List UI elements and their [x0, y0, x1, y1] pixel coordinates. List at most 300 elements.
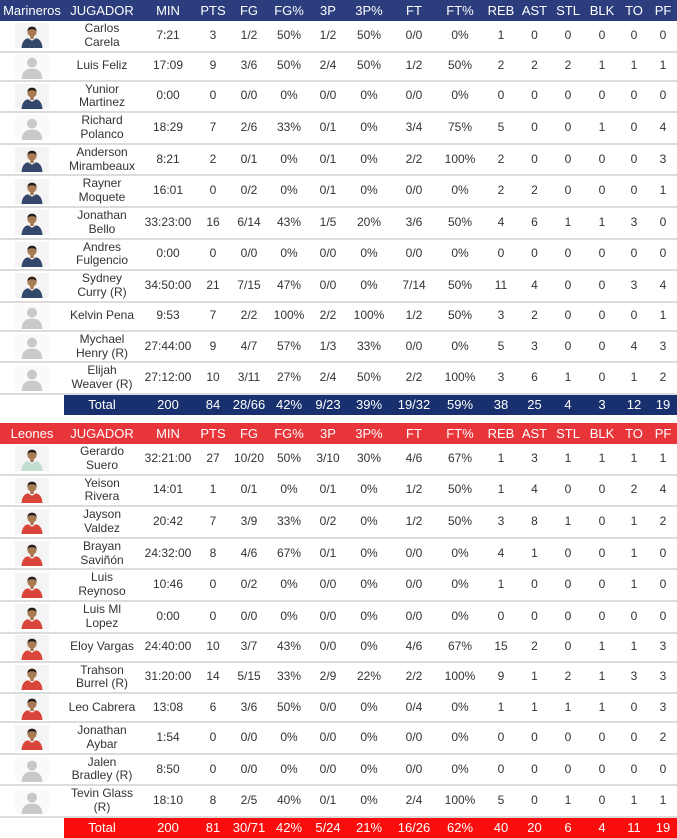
stat-stl: 0 [551, 538, 585, 570]
stat-stl: 2 [551, 52, 585, 81]
stat-ft-pct: 0% [436, 693, 484, 722]
stat-stl: 0 [551, 112, 585, 144]
player-name: Rayner Moquete [64, 175, 140, 207]
total-ft-pct: 59% [436, 394, 484, 415]
player-row [0, 239, 677, 271]
stat-ast: 2 [518, 52, 551, 81]
stat-pts: 0 [196, 754, 230, 786]
stat-reb: 4 [484, 207, 518, 239]
marineros-header-row [0, 0, 677, 21]
column-header-jugador: JUGADOR [64, 423, 140, 444]
stat-reb: 15 [484, 633, 518, 662]
column-header-min: MIN [140, 0, 196, 21]
stat-fg-pct: 0% [268, 722, 310, 754]
stat-fg-pct: 0% [268, 601, 310, 633]
stat-3p: 0/1 [310, 475, 346, 507]
player-name: Eloy Vargas [64, 633, 140, 662]
stat-fg: 3/7 [230, 633, 268, 662]
player-photo-icon [15, 665, 49, 690]
stat-pf: 3 [649, 633, 677, 662]
total-ast: 25 [518, 394, 551, 415]
stat-fg: 5/15 [230, 662, 268, 694]
player-avatar-cell [0, 112, 64, 144]
stat-reb: 3 [484, 362, 518, 394]
stat-min: 0:00 [140, 239, 196, 271]
stat-pf: 0 [649, 21, 677, 52]
stat-min: 32:21:00 [140, 444, 196, 475]
column-header-3p-pct: 3P% [346, 0, 392, 21]
marineros-total-row [0, 394, 677, 415]
player-avatar-cell [0, 538, 64, 570]
player-avatar-cell [0, 662, 64, 694]
stat-3p-pct: 50% [346, 362, 392, 394]
stat-reb: 2 [484, 144, 518, 176]
column-header-pf: PF [649, 423, 677, 444]
stat-ft: 3/6 [392, 207, 436, 239]
column-header-fg-pct: FG% [268, 0, 310, 21]
total-row-blank-cell [0, 817, 64, 838]
stat-ft-pct: 0% [436, 81, 484, 113]
stat-min: 7:21 [140, 21, 196, 52]
player-photo-icon [15, 242, 49, 267]
player-row [0, 601, 677, 633]
stat-fg: 3/6 [230, 52, 268, 81]
stat-pts: 1 [196, 475, 230, 507]
stat-fg-pct: 50% [268, 444, 310, 475]
stat-ft-pct: 0% [436, 538, 484, 570]
stat-ast: 2 [518, 175, 551, 207]
stat-3p-pct: 0% [346, 81, 392, 113]
stat-to: 0 [619, 144, 649, 176]
player-row [0, 569, 677, 601]
stat-reb: 0 [484, 754, 518, 786]
stat-ft: 2/4 [392, 785, 436, 817]
stat-3p: 0/0 [310, 633, 346, 662]
stat-reb: 1 [484, 475, 518, 507]
player-row [0, 362, 677, 394]
player-name: Luis Feliz [64, 52, 140, 81]
stat-fg-pct: 57% [268, 331, 310, 363]
stat-fg-pct: 50% [268, 52, 310, 81]
total-3p: 9/23 [310, 394, 346, 415]
stat-ast: 2 [518, 633, 551, 662]
stat-blk: 0 [585, 175, 619, 207]
stat-ft: 0/0 [392, 331, 436, 363]
stat-ft-pct: 75% [436, 112, 484, 144]
stat-min: 0:00 [140, 601, 196, 633]
stat-pts: 7 [196, 506, 230, 538]
stat-ft-pct: 67% [436, 444, 484, 475]
stat-ft-pct: 100% [436, 144, 484, 176]
stat-reb: 5 [484, 785, 518, 817]
stat-stl: 0 [551, 722, 585, 754]
stat-fg-pct: 27% [268, 362, 310, 394]
stat-blk: 0 [585, 302, 619, 331]
stat-ft: 2/2 [392, 362, 436, 394]
stat-ast: 2 [518, 302, 551, 331]
stat-ft: 2/2 [392, 144, 436, 176]
stat-3p: 0/0 [310, 239, 346, 271]
stat-min: 1:54 [140, 722, 196, 754]
stat-min: 20:42 [140, 506, 196, 538]
stat-3p-pct: 0% [346, 693, 392, 722]
stat-ft: 3/4 [392, 112, 436, 144]
stat-3p: 0/1 [310, 538, 346, 570]
total-pf: 19 [649, 817, 677, 838]
stat-min: 14:01 [140, 475, 196, 507]
stat-min: 9:53 [140, 302, 196, 331]
player-row [0, 144, 677, 176]
stat-blk: 0 [585, 475, 619, 507]
stat-blk: 1 [585, 52, 619, 81]
stat-stl: 1 [551, 444, 585, 475]
player-row [0, 538, 677, 570]
stat-fg-pct: 33% [268, 112, 310, 144]
player-avatar-cell [0, 175, 64, 207]
stat-ft: 0/0 [392, 722, 436, 754]
player-name: Brayan Saviñón [64, 538, 140, 570]
total-ast: 20 [518, 817, 551, 838]
stat-blk: 1 [585, 207, 619, 239]
stat-fg: 0/0 [230, 601, 268, 633]
total-pts: 84 [196, 394, 230, 415]
stat-to: 1 [619, 785, 649, 817]
column-header-fg: FG [230, 0, 268, 21]
player-avatar-cell [0, 693, 64, 722]
stat-pts: 0 [196, 569, 230, 601]
stat-reb: 0 [484, 81, 518, 113]
stat-3p-pct: 0% [346, 633, 392, 662]
column-header-blk: BLK [585, 423, 619, 444]
stat-pts: 8 [196, 785, 230, 817]
player-row [0, 112, 677, 144]
team-name-leones: Leones [0, 423, 64, 444]
stat-pf: 0 [649, 538, 677, 570]
stat-fg: 2/2 [230, 302, 268, 331]
stat-stl: 0 [551, 270, 585, 302]
stat-blk: 1 [585, 112, 619, 144]
player-photo-icon [15, 147, 49, 172]
stat-ft-pct: 0% [436, 239, 484, 271]
total-min: 200 [140, 394, 196, 415]
stat-min: 10:46 [140, 569, 196, 601]
stat-3p-pct: 30% [346, 444, 392, 475]
stat-ft: 1/2 [392, 475, 436, 507]
player-placeholder-icon [15, 366, 49, 391]
stat-fg: 0/1 [230, 475, 268, 507]
stat-ast: 0 [518, 21, 551, 52]
player-row [0, 693, 677, 722]
stat-3p: 2/9 [310, 662, 346, 694]
player-row [0, 475, 677, 507]
player-row [0, 444, 677, 475]
stat-3p: 0/0 [310, 601, 346, 633]
stat-stl: 0 [551, 21, 585, 52]
stat-pf: 1 [649, 52, 677, 81]
stat-fg: 0/1 [230, 144, 268, 176]
stat-ft-pct: 50% [436, 207, 484, 239]
stat-ft: 2/2 [392, 662, 436, 694]
stat-pts: 16 [196, 207, 230, 239]
stat-to: 0 [619, 722, 649, 754]
player-name: Kelvin Pena [64, 302, 140, 331]
stat-ast: 4 [518, 270, 551, 302]
player-name: Elijah Weaver (R) [64, 362, 140, 394]
stat-stl: 0 [551, 302, 585, 331]
player-row [0, 331, 677, 363]
stat-ft: 4/6 [392, 633, 436, 662]
stat-3p: 0/0 [310, 270, 346, 302]
stat-3p: 0/0 [310, 754, 346, 786]
stat-pf: 0 [649, 207, 677, 239]
stat-pf: 1 [649, 444, 677, 475]
column-header-3p: 3P [310, 423, 346, 444]
stat-fg: 0/0 [230, 722, 268, 754]
player-name: Sydney Curry (R) [64, 270, 140, 302]
stat-fg-pct: 33% [268, 506, 310, 538]
stat-blk: 0 [585, 569, 619, 601]
stat-3p-pct: 0% [346, 506, 392, 538]
stat-ft-pct: 50% [436, 52, 484, 81]
player-avatar-cell [0, 270, 64, 302]
stat-pts: 0 [196, 239, 230, 271]
player-photo-icon [15, 23, 49, 48]
stat-pts: 2 [196, 144, 230, 176]
column-header-ft-pct: FT% [436, 0, 484, 21]
stat-stl: 0 [551, 239, 585, 271]
player-photo-icon [15, 478, 49, 503]
stat-blk: 0 [585, 362, 619, 394]
stat-ft-pct: 0% [436, 722, 484, 754]
player-name: Luis Ml Lopez [64, 601, 140, 633]
column-header-blk: BLK [585, 0, 619, 21]
stat-ft: 0/0 [392, 175, 436, 207]
stat-pf: 1 [649, 175, 677, 207]
stat-pts: 7 [196, 302, 230, 331]
stat-fg-pct: 0% [268, 239, 310, 271]
player-name: Gerardo Suero [64, 444, 140, 475]
player-avatar-cell [0, 506, 64, 538]
stat-ft-pct: 0% [436, 601, 484, 633]
stat-3p: 0/2 [310, 506, 346, 538]
stat-fg-pct: 0% [268, 475, 310, 507]
column-header-pts: PTS [196, 0, 230, 21]
stat-blk: 1 [585, 444, 619, 475]
player-photo-icon [15, 695, 49, 720]
player-avatar-cell [0, 722, 64, 754]
total-pf: 19 [649, 394, 677, 415]
stat-blk: 0 [585, 81, 619, 113]
stat-min: 17:09 [140, 52, 196, 81]
stat-ast: 8 [518, 506, 551, 538]
stat-ast: 6 [518, 362, 551, 394]
stat-blk: 0 [585, 331, 619, 363]
stat-fg-pct: 67% [268, 538, 310, 570]
player-row [0, 754, 677, 786]
stat-3p-pct: 0% [346, 538, 392, 570]
stat-to: 0 [619, 693, 649, 722]
stat-ft: 0/0 [392, 21, 436, 52]
stat-reb: 0 [484, 722, 518, 754]
stat-pts: 0 [196, 601, 230, 633]
stat-ft-pct: 0% [436, 754, 484, 786]
stat-min: 34:50:00 [140, 270, 196, 302]
stat-reb: 1 [484, 444, 518, 475]
total-3p-pct: 39% [346, 394, 392, 415]
stat-ast: 0 [518, 144, 551, 176]
column-header-ft: FT [392, 0, 436, 21]
stat-ft-pct: 67% [436, 633, 484, 662]
stat-ft-pct: 0% [436, 175, 484, 207]
player-name: Tevin Glass (R) [64, 785, 140, 817]
stat-ft-pct: 50% [436, 302, 484, 331]
team-name-marineros: Marineros [0, 0, 64, 21]
stat-min: 31:20:00 [140, 662, 196, 694]
column-header-ft: FT [392, 423, 436, 444]
stat-stl: 0 [551, 331, 585, 363]
column-header-pf: PF [649, 0, 677, 21]
stat-reb: 4 [484, 538, 518, 570]
stat-3p: 3/10 [310, 444, 346, 475]
stat-stl: 0 [551, 144, 585, 176]
player-name: Leo Cabrera [64, 693, 140, 722]
stat-stl: 0 [551, 569, 585, 601]
total-reb: 40 [484, 817, 518, 838]
stat-ft: 0/0 [392, 569, 436, 601]
stat-min: 0:00 [140, 81, 196, 113]
stat-3p-pct: 0% [346, 722, 392, 754]
total-pts: 81 [196, 817, 230, 838]
total-fg: 30/71 [230, 817, 268, 838]
total-to: 11 [619, 817, 649, 838]
column-header-jugador: JUGADOR [64, 0, 140, 21]
stat-pts: 0 [196, 81, 230, 113]
stat-ast: 1 [518, 662, 551, 694]
stat-ast: 0 [518, 722, 551, 754]
stat-ast: 3 [518, 444, 551, 475]
player-placeholder-icon [15, 789, 49, 814]
player-name: Yunior Martinez [64, 81, 140, 113]
stat-pf: 0 [649, 239, 677, 271]
stat-fg-pct: 0% [268, 569, 310, 601]
column-header-stl: STL [551, 0, 585, 21]
stat-3p-pct: 33% [346, 331, 392, 363]
stat-fg-pct: 47% [268, 270, 310, 302]
player-row [0, 662, 677, 694]
stat-ast: 0 [518, 601, 551, 633]
stat-stl: 0 [551, 633, 585, 662]
stat-fg-pct: 50% [268, 693, 310, 722]
stat-3p: 2/4 [310, 362, 346, 394]
stat-blk: 0 [585, 754, 619, 786]
stat-pts: 8 [196, 538, 230, 570]
total-stl: 6 [551, 817, 585, 838]
player-row [0, 52, 677, 81]
player-placeholder-icon [15, 757, 49, 782]
stat-ft: 0/0 [392, 601, 436, 633]
total-fg-pct: 42% [268, 394, 310, 415]
total-blk: 3 [585, 394, 619, 415]
marineros-box-score-table [0, 0, 677, 415]
player-name: Andres Fulgencio [64, 239, 140, 271]
stat-blk: 0 [585, 722, 619, 754]
stat-pts: 6 [196, 693, 230, 722]
stat-to: 3 [619, 662, 649, 694]
player-row [0, 21, 677, 52]
total-ft-pct: 62% [436, 817, 484, 838]
player-row [0, 722, 677, 754]
player-avatar-cell [0, 144, 64, 176]
stat-ft: 0/4 [392, 693, 436, 722]
stat-fg-pct: 0% [268, 754, 310, 786]
stat-to: 1 [619, 52, 649, 81]
stat-ft: 1/2 [392, 52, 436, 81]
stat-blk: 0 [585, 538, 619, 570]
stat-pf: 3 [649, 144, 677, 176]
stat-pts: 9 [196, 331, 230, 363]
stat-pf: 0 [649, 569, 677, 601]
stat-min: 33:23:00 [140, 207, 196, 239]
stat-3p-pct: 0% [346, 601, 392, 633]
stat-min: 8:50 [140, 754, 196, 786]
stat-min: 24:40:00 [140, 633, 196, 662]
stat-fg-pct: 43% [268, 633, 310, 662]
total-min: 200 [140, 817, 196, 838]
stat-reb: 1 [484, 21, 518, 52]
player-placeholder-icon [15, 304, 49, 329]
stat-pts: 10 [196, 362, 230, 394]
stat-stl: 0 [551, 601, 585, 633]
stat-stl: 0 [551, 81, 585, 113]
player-photo-icon [15, 509, 49, 534]
stat-ast: 4 [518, 475, 551, 507]
column-header-pts: PTS [196, 423, 230, 444]
stat-ft: 0/0 [392, 754, 436, 786]
stat-pf: 3 [649, 662, 677, 694]
player-photo-icon [15, 179, 49, 204]
stat-3p-pct: 0% [346, 144, 392, 176]
stat-ft-pct: 100% [436, 662, 484, 694]
stat-ft: 4/6 [392, 444, 436, 475]
stat-ft-pct: 0% [436, 331, 484, 363]
stat-ft: 0/0 [392, 81, 436, 113]
player-avatar-cell [0, 754, 64, 786]
stat-fg: 3/9 [230, 506, 268, 538]
stat-3p: 0/0 [310, 81, 346, 113]
stat-ast: 6 [518, 207, 551, 239]
column-header-3p-pct: 3P% [346, 423, 392, 444]
stat-pts: 10 [196, 633, 230, 662]
stat-blk: 1 [585, 633, 619, 662]
total-to: 12 [619, 394, 649, 415]
stat-pts: 14 [196, 662, 230, 694]
player-row [0, 506, 677, 538]
column-header-reb: REB [484, 423, 518, 444]
leones-header-row [0, 423, 677, 444]
stat-reb: 0 [484, 601, 518, 633]
stat-ft-pct: 50% [436, 506, 484, 538]
stat-stl: 1 [551, 207, 585, 239]
stat-ft: 0/0 [392, 239, 436, 271]
stat-reb: 9 [484, 662, 518, 694]
player-photo-icon [15, 210, 49, 235]
stat-3p-pct: 0% [346, 112, 392, 144]
player-avatar-cell [0, 302, 64, 331]
player-photo-icon [15, 635, 49, 660]
stat-to: 1 [619, 444, 649, 475]
player-row [0, 81, 677, 113]
stat-pts: 3 [196, 21, 230, 52]
